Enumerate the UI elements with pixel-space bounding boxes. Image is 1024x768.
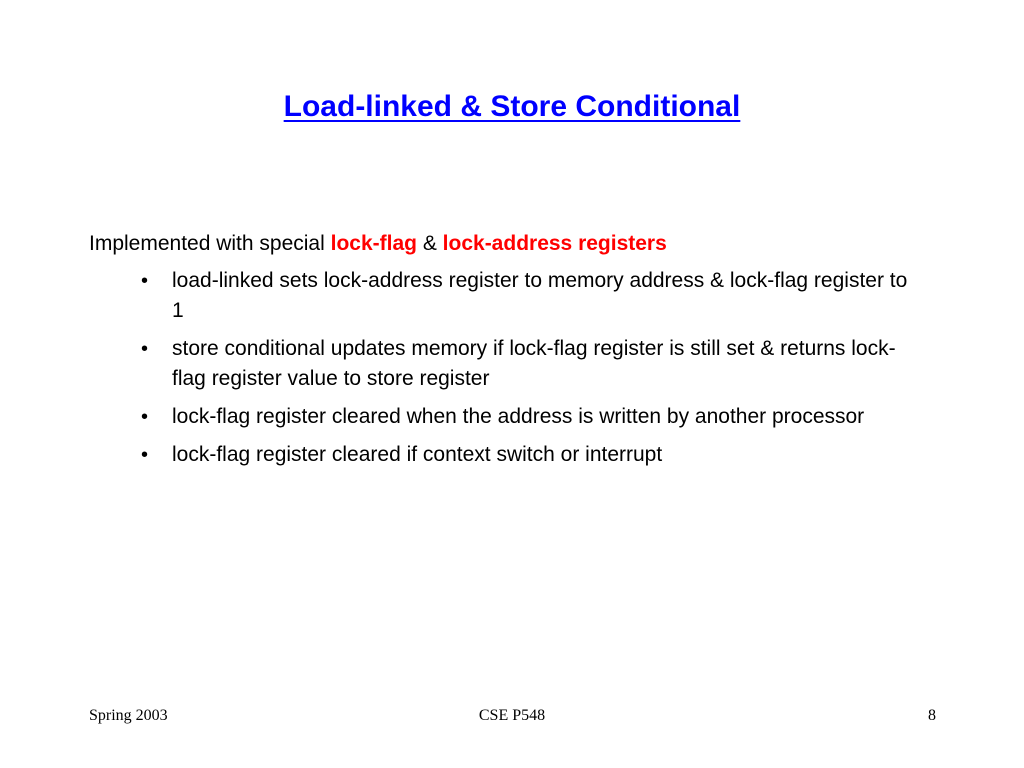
- bullet-item: [89, 402, 912, 432]
- bullet-dot-icon: •: [141, 444, 149, 466]
- intro-joiner: &: [416, 232, 443, 255]
- bullet-text: lock-flag register cleared when the address is written by another processor: [172, 405, 865, 428]
- footer-page-number: 8: [928, 707, 936, 724]
- highlight-lock-address-registers: lock-address registers: [442, 232, 667, 255]
- bullet-text: lock-flag register cleared if context switch or interrupt: [172, 443, 663, 466]
- bullet-item: [89, 440, 912, 470]
- slide-body: [89, 230, 949, 478]
- bullet-dot-icon: •: [141, 338, 149, 360]
- bullet-item: [89, 334, 912, 394]
- slide-title: Load-linked & Store Conditional: [283, 90, 741, 123]
- bullet-text: load-linked sets lock-address register to memory address & lock-flag register to 1: [172, 269, 908, 322]
- bullet-text: store conditional updates memory if lock-flag register is still set & returns lock-flag register value to store register: [172, 337, 896, 390]
- highlight-lock-flag: lock-flag: [330, 232, 417, 255]
- bullet-dot-icon: •: [141, 270, 149, 292]
- footer-term: Spring 2003: [89, 707, 168, 724]
- footer-course: CSE P548: [478, 707, 546, 724]
- bullet-dot-icon: •: [141, 406, 149, 428]
- intro-line: [89, 230, 949, 258]
- bullet-list: [89, 266, 949, 470]
- bullet-item: [89, 266, 912, 326]
- intro-prefix: Implemented with special: [89, 232, 331, 255]
